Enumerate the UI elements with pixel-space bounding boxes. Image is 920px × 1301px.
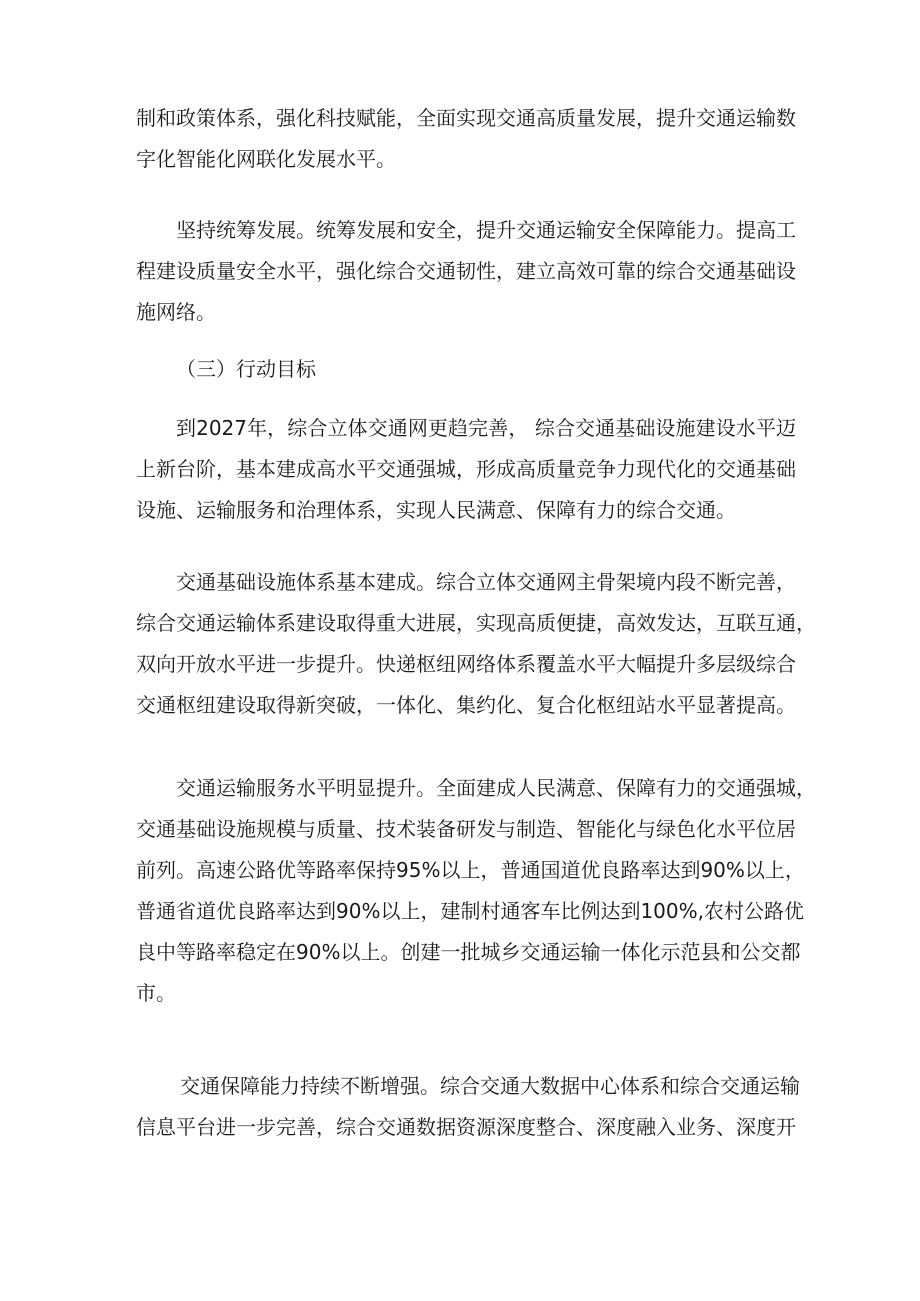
paragraph-policy-system — [136, 98, 796, 180]
paragraph-line: 交通基础设施规模与质量、技术装备研发与制造、智能化与绿色化水平位居 — [136, 817, 796, 841]
paragraph-line: 前列。高速公路优等路率保持95%以上，普通国道优良路率达到90%以上， — [136, 858, 805, 882]
section-heading: （三）行动目标 — [176, 357, 316, 381]
paragraph-line: 信息平台进一步完善，综合交通数据资源深度整合、深度融入业务、深度开 — [136, 1115, 796, 1139]
paragraph-line: 坚持统筹发展。统筹发展和安全，提升交通运输安全保障能力。提高工 — [176, 218, 796, 242]
paragraph-line: 施网络。 — [136, 300, 216, 324]
paragraph-line: 设施、运输服务和治理体系，实现人民满意、保障有力的综合交通。 — [136, 498, 736, 522]
paragraph-line: 交通保障能力持续不断增强。综合交通大数据中心体系和综合交通运输 — [180, 1074, 800, 1098]
paragraph-guarantee-capacity — [136, 1066, 800, 1148]
paragraph-line: 交通运输服务水平明显提升。全面建成人民满意、保障有力的交通强城， — [176, 776, 816, 800]
paragraph-line: 双向开放水平进一步提升。快递枢纽网络体系覆盖水平大幅提升多层级综合 — [136, 652, 796, 676]
paragraph-coordinated-development — [136, 210, 796, 333]
paragraph-line: 综合交通运输体系建设取得重大进展，实现高质便捷，高效发达，互联互通， — [136, 611, 816, 635]
paragraph-line: 市。 — [136, 981, 176, 1005]
paragraph-infrastructure — [136, 562, 816, 726]
paragraph-line: 上新台阶，基本建成高水平交通强城，形成高质量竞争力现代化的交通基础 — [136, 457, 796, 481]
paragraph-line: 交通枢纽建设取得新突破，一体化、集约化、复合化枢纽站水平显著提高。 — [136, 693, 796, 717]
paragraph-line: 程建设质量安全水平，强化综合交通韧性，建立高效可靠的综合交通基础设 — [136, 259, 796, 283]
paragraph-service-level — [136, 768, 816, 1014]
paragraph-line: 交通基础设施体系基本建成。综合立体交通网主骨架境内段不断完善， — [176, 570, 796, 594]
paragraph-line: 良中等路率稳定在90%以上。创建一批城乡交通运输一体化示范县和公交都 — [136, 940, 801, 964]
paragraph-line: 制和政策体系，强化科技赋能，全面实现交通高质量发展，提升交通运输数 — [136, 106, 796, 130]
paragraph-line: 到2027年，综合立体交通网更趋完善， 综合交通基础设施建设水平迈 — [176, 416, 796, 440]
paragraph-line: 普通省道优良路率达到90%以上，建制村通客车比例达到100%,农村公路优 — [136, 899, 804, 923]
paragraph-2027-target — [136, 408, 796, 531]
paragraph-line: 字化智能化网联化发展水平。 — [136, 147, 396, 171]
